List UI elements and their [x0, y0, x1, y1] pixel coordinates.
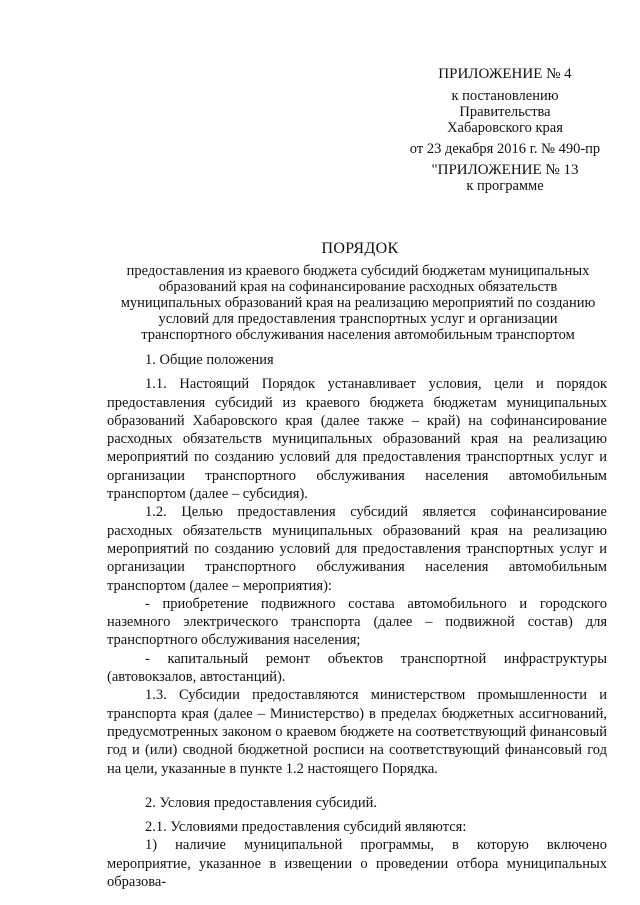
resolution-line-2: Правительства	[459, 104, 551, 120]
program-line: к программе	[466, 178, 544, 194]
appendix-number-2: "ПРИЛОЖЕНИЕ № 13	[431, 162, 579, 178]
document-body	[107, 345, 607, 891]
paragraph-1-1: 1.1. Настоящий Порядок устанавливает условия, цели и порядок предоставления субсидий из краевого бюджета бюджетам муниципальных образований Хабаровского края (далее также – край) на софинансирование расходных обязательств муниципальных образований края на реализацию мероприятий по созданию условий для предоставления транспортных услуг и организации транспортного обслуживания населения автомобильным транспортом (далее – субсидия).	[107, 376, 607, 503]
paragraph-1-2: 1.2. Целью предоставления субсидий является софинансирование расходных обязательств муниципальных образований края на реализацию мероприятий по созданию условий для предоставления транспортных услуг и организации транспортного обслуживания населения автомобильным транспортом (далее – мероприятия):	[107, 504, 607, 594]
paragraph-1-3: 1.3. Субсидии предоставляются министерством промышленности и транспорта края (далее – Министерство) в пределах бюджетных ассигнований, предусмотренных законом о краевом бюджете на соответствующий финансовый год и (или) сводной бюджетной росписи на соответствующий финансовый год на цели, указанные в пункте 1.2 настоящего Порядка.	[107, 687, 607, 777]
document-title: ПОРЯДОК	[321, 240, 399, 257]
paragraph-2-1-item-1: 1) наличие муниципальной программы, в которую включено мероприятие, указанное в извещении о проведении отбора муниципальных образова-	[107, 837, 607, 891]
appendix-header	[395, 66, 615, 194]
paragraph-2-1: 2.1. Условиями предоставления субсидий являются:	[145, 819, 467, 836]
document-subtitle: предоставления из краевого бюджета субсидий бюджетам муниципальных образований края на софинансирование расходных обязательств муниципальных образований края на реализацию мероприятий по созданию условий для предоставления транспортных услуг и организации транспортного обслуживания населения автомобильным транспортом	[120, 263, 596, 343]
section-heading-1: 1. Общие положения	[145, 352, 274, 368]
resolution-date: от 23 декабря 2016 г. № 490-пр	[409, 141, 601, 157]
list-item-capital-repair: - капитальный ремонт объектов транспортной инфраструктуры (автовокзалов, автостанций).	[107, 650, 607, 686]
section-heading-2: 2. Условия предоставления субсидий.	[145, 794, 378, 811]
list-item-rolling-stock: - приобретение подвижного состава автомобильного и городского наземного электрического транспорта (далее – подвижной состав) для транспортного обслуживания населения;	[107, 595, 607, 649]
appendix-number: ПРИЛОЖЕНИЕ № 4	[438, 66, 572, 82]
resolution-line-3: Хабаровского края	[447, 120, 563, 136]
resolution-line-1: к постановлению	[451, 88, 559, 104]
